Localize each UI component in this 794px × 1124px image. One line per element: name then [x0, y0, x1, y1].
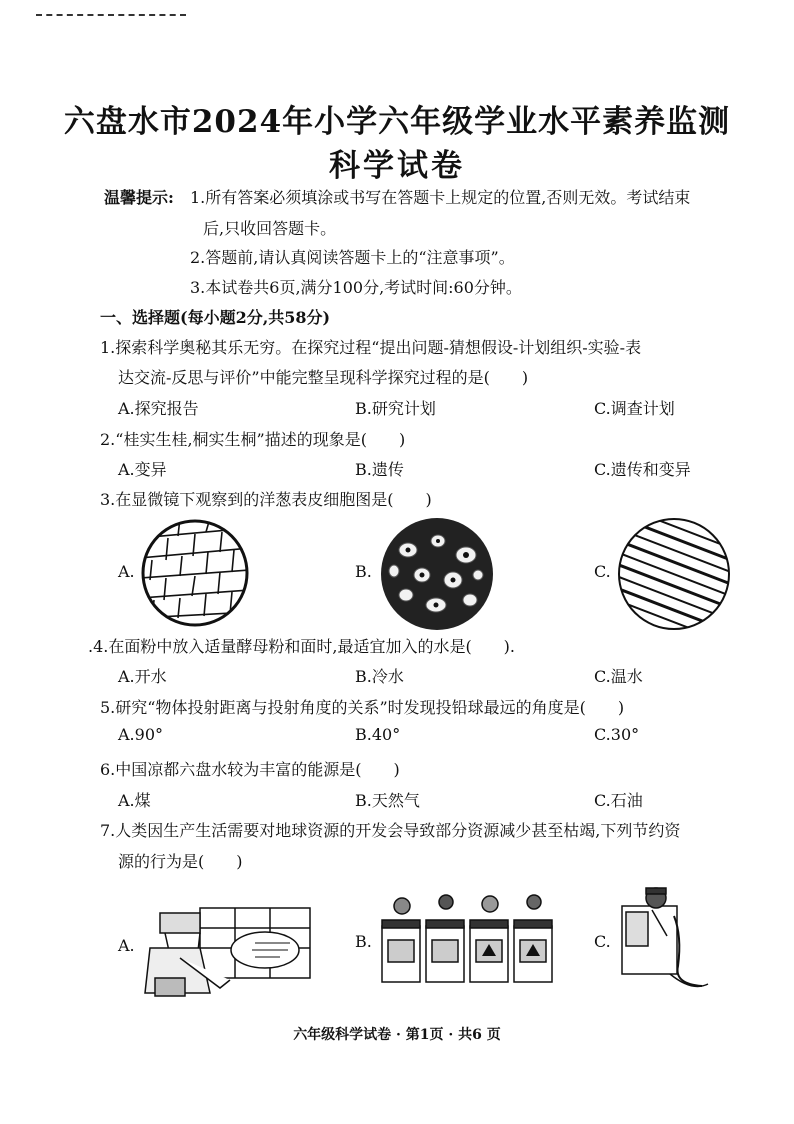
- question-3-stem: 3.在显微镜下观察到的洋葱表皮细胞图是( ): [100, 490, 432, 509]
- top-dashed-line: [36, 14, 186, 16]
- q2-option-c: C.遗传和变异: [594, 460, 691, 479]
- tips-item-3: 3.本试卷共6页,满分100分,考试时间:60分钟。: [190, 278, 522, 297]
- q3-option-c: C.: [594, 562, 611, 581]
- q1-option-a: A.探究报告: [118, 399, 199, 418]
- q2-option-a: A.变异: [118, 460, 167, 479]
- question-7-stem: 7.人类因生产生活需要对地球资源的开发会导致部分资源减少甚至枯竭,下列节约资: [100, 821, 681, 840]
- tips-label: 温馨提示:: [104, 188, 174, 207]
- q3-option-a: A.: [118, 562, 135, 581]
- q5-option-b: B.40°: [355, 725, 401, 744]
- q5-option-c: C.30°: [594, 725, 640, 744]
- question-7-stem-cont: 源的行为是( ): [118, 852, 243, 871]
- office-paper-illustration: [140, 888, 320, 998]
- q1-option-c: C.调查计划: [594, 399, 675, 418]
- question-6-stem: 6.中国凉都六盘水较为丰富的能源是( ): [100, 760, 400, 779]
- question-5-stem: 5.研究“物体投射距离与投射角度的关系”时发现投铅球最远的角度是( ): [100, 698, 625, 717]
- q3-option-b: B.: [355, 562, 372, 581]
- q4-option-b: B.冷水: [355, 667, 404, 686]
- section-heading: 一、选择题(每小题2分,共58分): [100, 308, 331, 327]
- exam-subject: 科学试卷: [329, 148, 465, 184]
- q6-option-a: A.煤: [118, 791, 151, 810]
- water-waste-illustration: [612, 876, 712, 994]
- page-footer: 六年级科学试卷 · 第1页 · 共6 页: [293, 1027, 501, 1043]
- tips-item-1a: 1.所有答案必须填涂或书写在答题卡上规定的位置,否则无效。考试结束: [190, 188, 691, 207]
- q4-option-a: A.开水: [118, 667, 167, 686]
- question-1-stem-cont: 达交流-反思与评价”中能完整呈现科学探究过程的是( ): [118, 368, 529, 387]
- question-1-stem: 1.探索科学奥秘其乐无穷。在探究过程“提出问题-猜想假设-计划组织-实验-表: [100, 338, 642, 357]
- exam-title: 六盘水市2024年小学六年级学业水平素养监测: [63, 104, 731, 140]
- tips-item-2: 2.答题前,请认真阅读答题卡上的“注意事项”。: [190, 248, 515, 267]
- fiber-cell-image: [616, 516, 732, 632]
- q6-option-c: C.石油: [594, 791, 643, 810]
- q2-option-b: B.遗传: [355, 460, 404, 479]
- q4-option-c: C.温水: [594, 667, 643, 686]
- cheek-cell-image: [378, 515, 496, 633]
- onion-cell-image: [140, 518, 250, 628]
- question-2-stem: 2.“桂实生桂,桐实生桐”描述的现象是( ): [100, 430, 406, 449]
- q6-option-b: B.天然气: [355, 791, 420, 810]
- q5-option-a: A.90°: [118, 725, 163, 744]
- tips-item-1b: 后,只收回答题卡。: [203, 219, 337, 238]
- q7-option-c: C.: [594, 932, 611, 951]
- q7-option-b: B.: [355, 932, 372, 951]
- q1-option-b: B.研究计划: [355, 399, 436, 418]
- question-4-stem: .4.在面粉中放入适量酵母粉和面时,最适宜加入的水是( ).: [88, 637, 516, 656]
- q7-option-a: A.: [118, 936, 135, 955]
- garbage-sorting-illustration: [378, 888, 556, 988]
